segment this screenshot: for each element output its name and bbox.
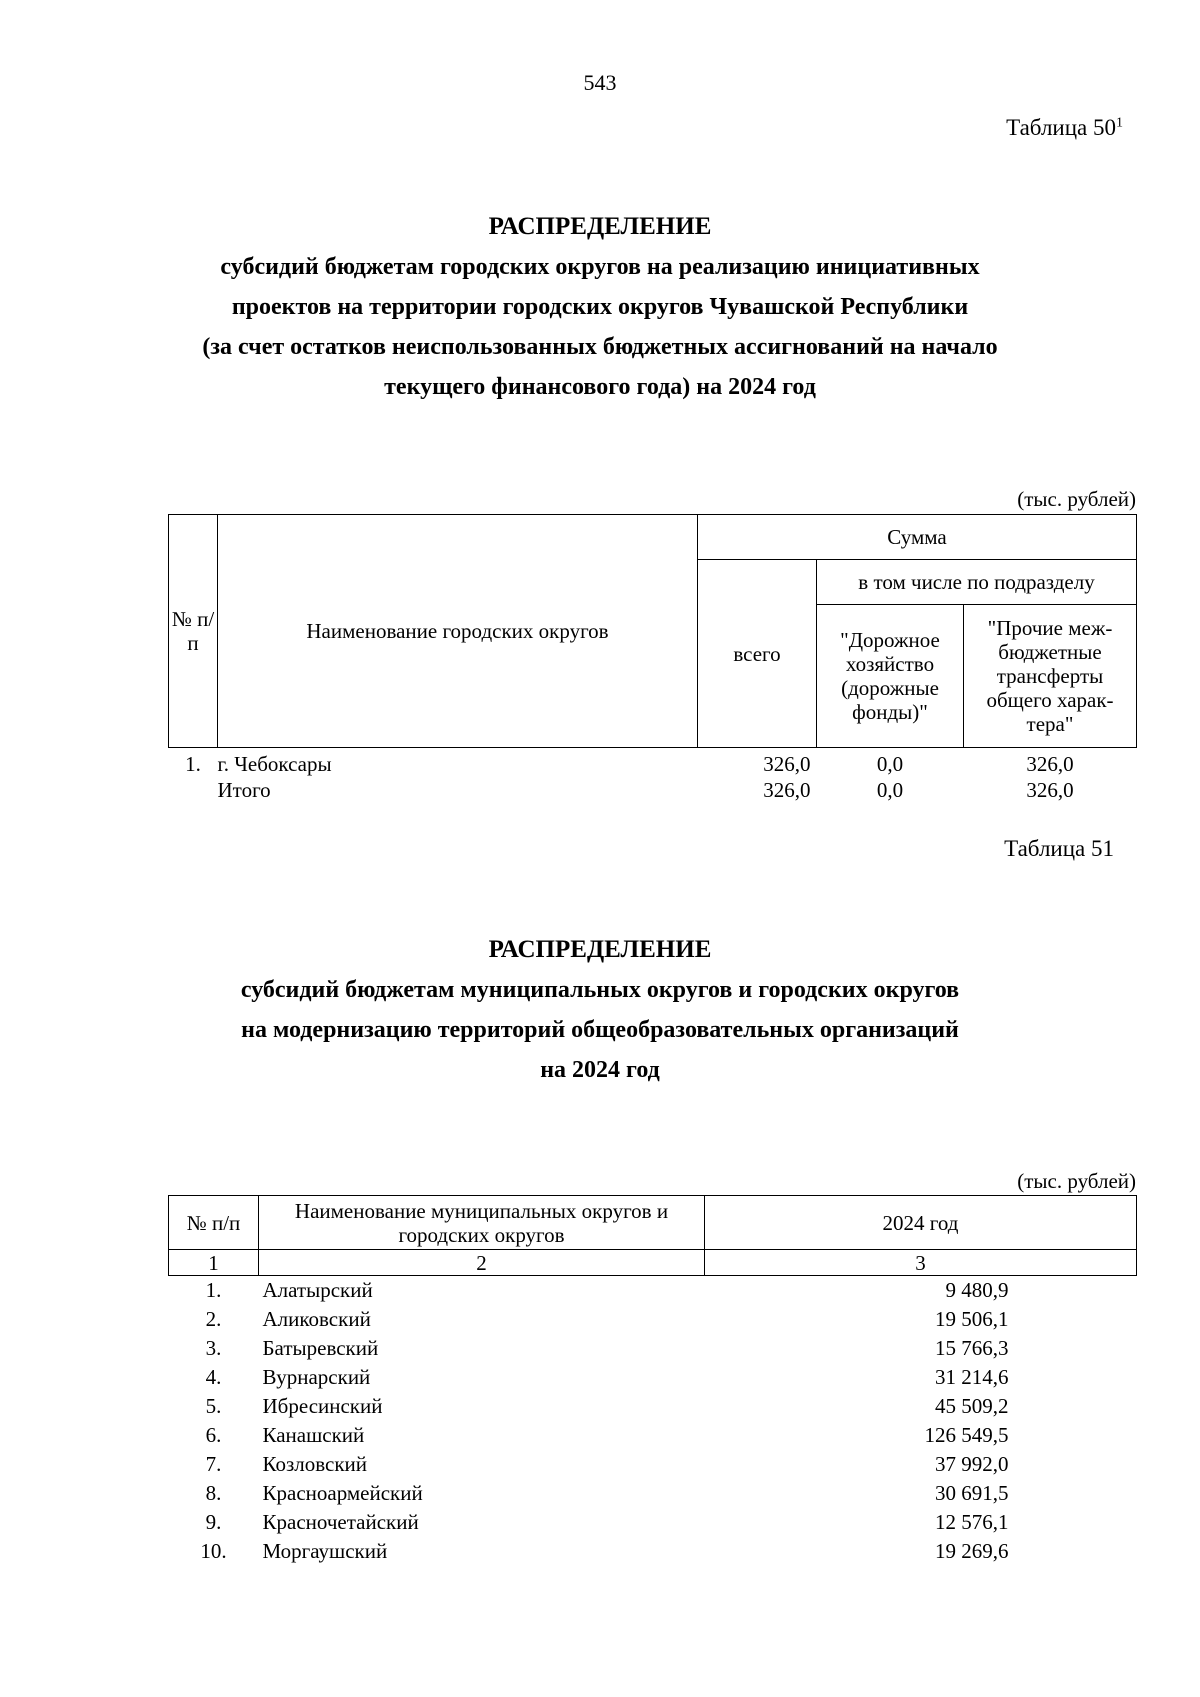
header-total: всего — [698, 560, 817, 748]
header-incl: в том числе по подразделу — [817, 560, 1137, 605]
row-value: 126 549,5 — [924, 1423, 1009, 1447]
row-num: 2. — [205, 1307, 222, 1331]
table-50-label: Таблица $50^1$ — [1006, 115, 1123, 140]
row-num: 8. — [205, 1481, 222, 1505]
header-num: № п/п — [169, 515, 218, 748]
total-road: 0,0 — [876, 777, 904, 802]
table-50-title-head: РАСПРЕДЕЛЕНИЕ — [488, 213, 712, 240]
header-other: "Прочие меж-бюджетные трансферты общего харак-тера" — [964, 605, 1137, 748]
row-name: Алатырский — [262, 1278, 373, 1303]
table-row — [169, 1392, 1137, 1421]
row-value: 37 992,0 — [935, 1452, 1009, 1476]
table-51-title-line: на модернизацию территорий общеобразовательных организаций — [241, 1017, 959, 1043]
table-51-label: Таблица 51 — [1004, 836, 1114, 861]
row-num: 5. — [205, 1394, 222, 1418]
row-name: Красночетайский — [262, 1510, 419, 1534]
col-number: 2 — [259, 1250, 705, 1276]
table-51 — [168, 1195, 1137, 1566]
total-other: 326,0 — [1026, 777, 1074, 802]
row-name: Аликовский — [262, 1307, 371, 1331]
table-50 — [168, 514, 1137, 804]
row-value: 45 509,2 — [935, 1394, 1009, 1418]
row-name: Канашский — [262, 1423, 365, 1447]
row-num: 1. — [205, 1278, 222, 1303]
row-total: 326,0 — [763, 751, 811, 776]
table-50-title-line: текущего финансового года) на 2024 год — [384, 374, 816, 400]
table-row — [169, 1450, 1137, 1479]
table-row — [169, 1479, 1137, 1508]
row-value: 31 214,6 — [935, 1365, 1009, 1389]
header-year: 2024 год — [705, 1196, 1137, 1250]
row-num: 4. — [205, 1365, 222, 1389]
table-50-units: (тыс. рублей) — [1017, 487, 1136, 511]
col-number: 3 — [705, 1250, 1137, 1276]
row-name: Вурнарский — [262, 1365, 371, 1389]
table-50-title-line: проектов на территории городских округов Чувашской Республики — [231, 294, 969, 320]
table-row — [169, 1537, 1137, 1566]
row-other: 326,0 — [1026, 751, 1074, 776]
row-name: г. Чебоксары — [217, 751, 332, 776]
total-total: 326,0 — [763, 777, 811, 802]
col-number: 1 — [169, 1250, 259, 1276]
row-name: Красноармейский — [262, 1481, 423, 1505]
page-number: 543 — [583, 70, 617, 95]
table-51-title-line: на 2024 год — [540, 1057, 660, 1083]
table-50-title-line: (за счет остатков неиспользованных бюджетных ассигнований на начало — [202, 334, 998, 360]
row-value: 19 506,1 — [935, 1307, 1009, 1331]
header-num: № п/п — [169, 1196, 259, 1250]
table-row — [169, 1305, 1137, 1334]
header-sum: Сумма — [698, 515, 1137, 560]
total-row — [169, 776, 1137, 804]
table-row — [169, 1421, 1137, 1450]
row-value: 30 691,5 — [935, 1481, 1009, 1505]
row-num: 9. — [205, 1510, 222, 1534]
header-name: Наименование городских округов — [218, 515, 698, 748]
row-num: 6. — [205, 1423, 222, 1447]
row-num: 10. — [200, 1539, 227, 1563]
table-51-title-line: субсидий бюджетам муниципальных округов и городских округов — [240, 977, 960, 1003]
table-51-units: (тыс. рублей) — [1017, 1169, 1136, 1193]
row-value: 9 480,9 — [945, 1278, 1009, 1303]
table-50-title-line: субсидий бюджетам городских округов на реализацию инициативных — [220, 254, 980, 280]
table-row — [169, 1508, 1137, 1537]
table-51-title-head: РАСПРЕДЕЛЕНИЕ — [488, 936, 712, 963]
header-road: "Дорожное хозяйство (дорожные фонды)" — [817, 605, 964, 748]
row-value: 19 269,6 — [935, 1539, 1009, 1563]
row-value: 12 576,1 — [935, 1510, 1009, 1534]
table-row — [169, 748, 1137, 776]
row-num: 7. — [205, 1452, 222, 1476]
table-row — [169, 1334, 1137, 1363]
total-label: Итого — [217, 777, 271, 802]
table-row — [169, 1276, 1137, 1305]
row-name: Ибресинский — [262, 1394, 383, 1418]
row-name: Моргаушский — [262, 1539, 388, 1563]
row-value: 15 766,3 — [935, 1336, 1009, 1360]
row-name: Козловский — [262, 1452, 368, 1476]
table-50-label-sup: 1 — [1116, 115, 1123, 131]
row-road: 0,0 — [876, 751, 904, 776]
row-name: Батыревский — [262, 1336, 379, 1360]
table-51-title — [0, 930, 1200, 1090]
row-num: 3. — [205, 1336, 222, 1360]
row-num: 1. — [185, 751, 201, 776]
table-50-title — [0, 207, 1200, 407]
header-name: Наименование муниципальных округов и городских округов — [259, 1196, 705, 1250]
table-row — [169, 1363, 1137, 1392]
